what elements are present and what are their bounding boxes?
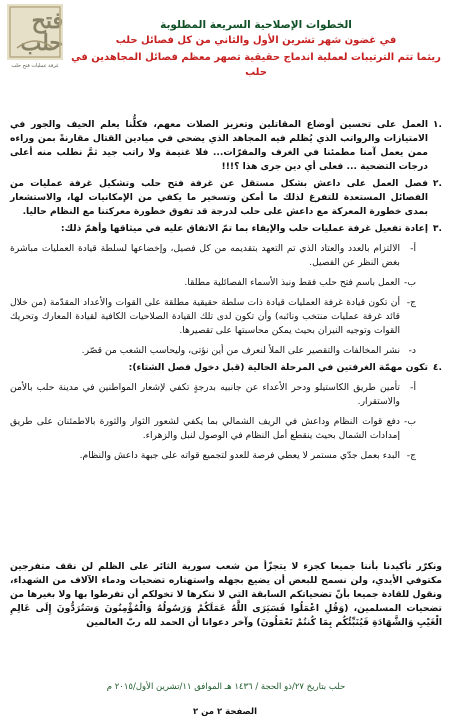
item-text: العمل على تحسين أوضاع المقاتلين وتعزيز الصلات معهم، فكلُّنا يعلم الحيف والجور في الامتيازات والرواتب الذي يُظلم فيه المجاهد الذي يضحي في ميادين القتال مقارنةً بمن وراءه ممن يعمل آمنا مطمئنا في الغرف والمقرّات... فلا غنيمة ولا راتب جيد ثمَّ نطلب منه أعلى درجات التضحية ... فعلى أي دين جرى هذا ؟!!! — [10, 119, 428, 172]
item-number: .١ — [432, 119, 442, 130]
document-subtitle-secondary: ريثما تتم الترتيبات لعملية اندماج حقيقية تصهر معظم فصائل المجاهدين في حلب — [71, 52, 441, 78]
logo-text: فتح حلب — [20, 8, 63, 56]
sub-item-text: الالتزام بالعدد والعتاد الذي تم التعهد بتقديمه من كل فصيل، وإخضاعها لسلطة قيادة العمليات مباشرة بغض النظر عن الفصيل. — [10, 243, 400, 268]
list-item — [10, 222, 442, 358]
sub-item-text: دفع قوات النظام وداعش في الريف الشمالي بما يكفي لشعور الثوار والثورة بالاطمئنان على طريق إمدادات الشمال بحيث ينقطع أمل النظام في الوصول لنبل والزهراء. — [10, 416, 400, 441]
sub-item-letter: د- — [408, 345, 416, 356]
item-text: فصل العمل على داعش بشكل مستقل عن غرفة فتح حلب وتشكيل غرفة عمليات من الفصائل المستعدة للتفرغ لذلك ما أمكن وتسخير ما يكفي من الإمكانيات لها، والاستشعار بمدى خطورة المعركة مع داعش على حلب لدرجة قد تفوق خطورة معركتنا مع النظام حاليا. — [10, 178, 428, 217]
list-item — [10, 118, 442, 174]
sub-item-text: أن تكون قيادة غرفة العمليات قيادة ذات سلطة حقيقية مطلقة على القوات والأعداد المقدّمة (من خلال قائد غرفة عمليات منتخب ونائبه) وأن تكون لدى تلك القيادة الصلاحيات الكافية لقيادة المعارك وتحريك القوات وتوجيه النيران بحيث يمكن محاسبتها على تقصيرها. — [10, 297, 400, 336]
item-number: .٣ — [432, 223, 442, 234]
sub-item-text: البدء بعمل جدّي مستمر لا يعطي فرصة للعدو لتجميع قواته على جبهة داعش والنظام. — [79, 450, 400, 461]
sub-item — [10, 296, 428, 338]
sub-item — [10, 344, 428, 358]
sub-item — [10, 276, 428, 290]
sub-item — [10, 449, 428, 463]
sub-item-letter: ج- — [406, 450, 416, 461]
logo — [4, 4, 66, 78]
sub-item — [10, 415, 428, 443]
item-number: .٢ — [432, 178, 442, 189]
sub-item-letter: ب- — [404, 416, 416, 427]
sub-item — [10, 242, 428, 270]
logo-mark — [7, 4, 63, 60]
document-title: الخطوات الإصلاحية السريعة المطلوبة — [160, 19, 352, 31]
sub-item-letter: أ- — [410, 382, 416, 393]
document-body — [10, 118, 442, 466]
date-line: حلب بتاريخ ٢٧/ذو الحجة / ١٤٣٦ هـ الموافق ١١/تشرين الأول/٢٠١٥ م — [106, 682, 346, 692]
document-header — [70, 18, 442, 80]
list-item — [10, 361, 442, 463]
item-number: .٤ — [432, 362, 442, 373]
sub-item-letter: ب- — [404, 277, 416, 288]
item-text: إعادة تفعيل غرفة عمليات حلب والإيفاء بما تمّ الاتفاق عليه في ميثاقها وأهمّ ذلك: — [60, 223, 428, 234]
sub-item — [10, 381, 428, 409]
sub-item-text: العمل باسم فتح حلب فقط ونبذ الأسماء الفصائلية مطلقا. — [184, 277, 400, 288]
logo-emblem-icon — [7, 4, 63, 60]
closing-paragraph: ونكرّر تأكيدنا بأننا جميعا كجزء لا يتجزّأ من شعب سورية الثائر على الظلم لن نقف متفرجين مكتوفي الأيدي، ولن نسمح للبعض أن يضيع بجهله واستهتاره تضحيات ودماء الآلاف من الشهداء، ونقول للقادة جميعا بأنّ تضحياتكم السابقة التي لا ننكرها لا تخولكم أن تفرطوا بها ولا بغيرها من تضحيات المسلمين، (وَقُلِ اعْمَلُوا فَسَيَرَى اللَّهُ عَمَلَكُمْ وَرَسُولُهُ وَالْمُؤْمِنُونَ وَسَتُرَدُّونَ إِلَى عَالِمِ الْغَيْبِ وَالشَّهَادَةِ فَيُنَبِّئُكُم بِمَا كُنتُمْ تَعْمَلُونَ) وآخر دعوانا أن الحمد لله ربّ العالمين — [10, 561, 442, 628]
sub-item-letter: ج- — [406, 297, 416, 308]
logo-caption: غرفة عمليات فتح حلب — [11, 63, 59, 69]
sub-item-letter: أ- — [410, 243, 416, 254]
document-subtitle: في غضون شهر تشرين الأول والثاني من كل فصائل حلب — [115, 35, 397, 46]
sub-item-text: نشر المخالفات والتقصير على الملأ لنعرف من أين نؤتى، وليحاسب الشعب من قصّر. — [81, 345, 400, 356]
sub-item-text: تأمين طريق الكاستيلو ودحر الأعداء عن جانبيه بدرجةٍ تكفي لإشعار المواطنين في مدينة حلب بالأمن والاستقرار. — [10, 382, 400, 407]
list-item — [10, 177, 442, 219]
item-text: تكون مهمّة الغرفتين في المرحلة الحالية (قبل دخول فصل الشتاء): — [128, 362, 428, 373]
page-number: الصفحة ٢ من ٢ — [192, 707, 258, 717]
